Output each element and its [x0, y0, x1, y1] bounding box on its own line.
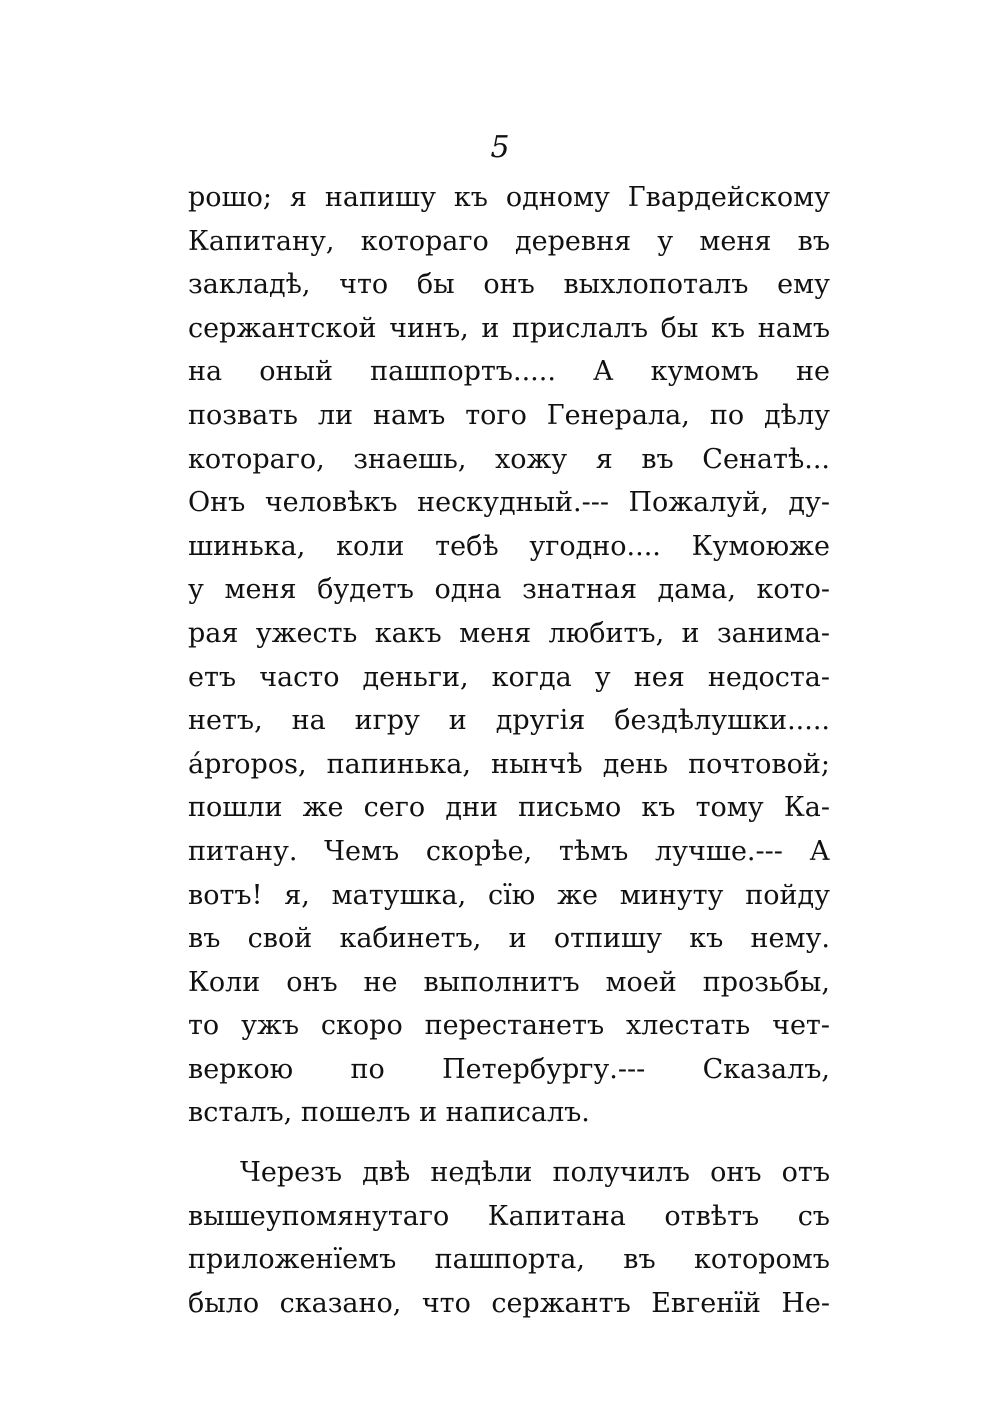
page-number: 5 — [490, 130, 510, 165]
text-line: закладѣ, что бы онъ выхлопоталъ ему — [188, 269, 830, 301]
text-line: вотъ! я, матушка, сїю же минуту пойду — [188, 879, 830, 911]
paragraph — [188, 1151, 830, 1325]
text-line: приложенїемъ пашпорта, въ которомъ — [188, 1244, 830, 1276]
text-line: питану. Чемъ скорѣе, тѣмъ лучше.--- А — [188, 835, 830, 867]
text-line: рошо; я напишу къ одному Гвардейскому — [188, 182, 830, 213]
text-line: сержантской чинъ, и прислалъ бы къ намъ — [188, 312, 830, 344]
text-line: на оный пашпортъ..... А кумомъ не — [188, 356, 830, 388]
text-line: то ужъ скоро перестанетъ хлестать чет- — [188, 1010, 830, 1042]
text-line: было сказано, что сержантъ Евгенїй Не- — [188, 1287, 830, 1319]
text-line: всталъ, пошелъ и написалъ. — [188, 1097, 590, 1129]
text-line: рая ужесть какъ меня любитъ, и занима- — [188, 617, 830, 649]
paragraph-gap — [188, 1135, 830, 1151]
text-line: ápropos, папинька, нынчѣ день почтовой; — [188, 748, 830, 780]
text-line: веркою по Петербургу.--- Сказалъ, — [188, 1053, 830, 1085]
text-line: котораго, знаешь, хожу я въ Сенатѣ... — [188, 443, 830, 475]
text-line: вышеупомянутаго Капитана отвѣтъ съ — [188, 1200, 830, 1232]
text-line: Коли онъ не выполнитъ моей прозьбы, — [188, 966, 830, 998]
text-line: шинька, коли тебѣ угодно.... Кумоюже — [188, 530, 830, 562]
text-line: позвать ли намъ того Генерала, по дѣлу — [188, 399, 830, 431]
text-line: Онъ человѣкъ нескудный.--- Пожалуй, ду- — [188, 487, 830, 519]
text-line: нетъ, на игру и другія бездѣлушки..... — [188, 705, 830, 737]
text-body — [188, 176, 830, 1325]
paragraph — [188, 176, 830, 1135]
text-line: у меня будетъ одна знатная дама, кото- — [188, 574, 830, 606]
text-line: въ свой кабинетъ, и отпишу къ нему. — [188, 923, 830, 955]
text-line: Капитану, котораго деревня у меня въ — [188, 225, 830, 257]
text-line: Черезъ двѣ недѣли получилъ онъ отъ — [240, 1157, 830, 1189]
text-line: пошли же сего дни письмо къ тому Ка- — [188, 792, 830, 824]
text-line: етъ часто деньги, когда у нея недоста- — [188, 661, 830, 693]
